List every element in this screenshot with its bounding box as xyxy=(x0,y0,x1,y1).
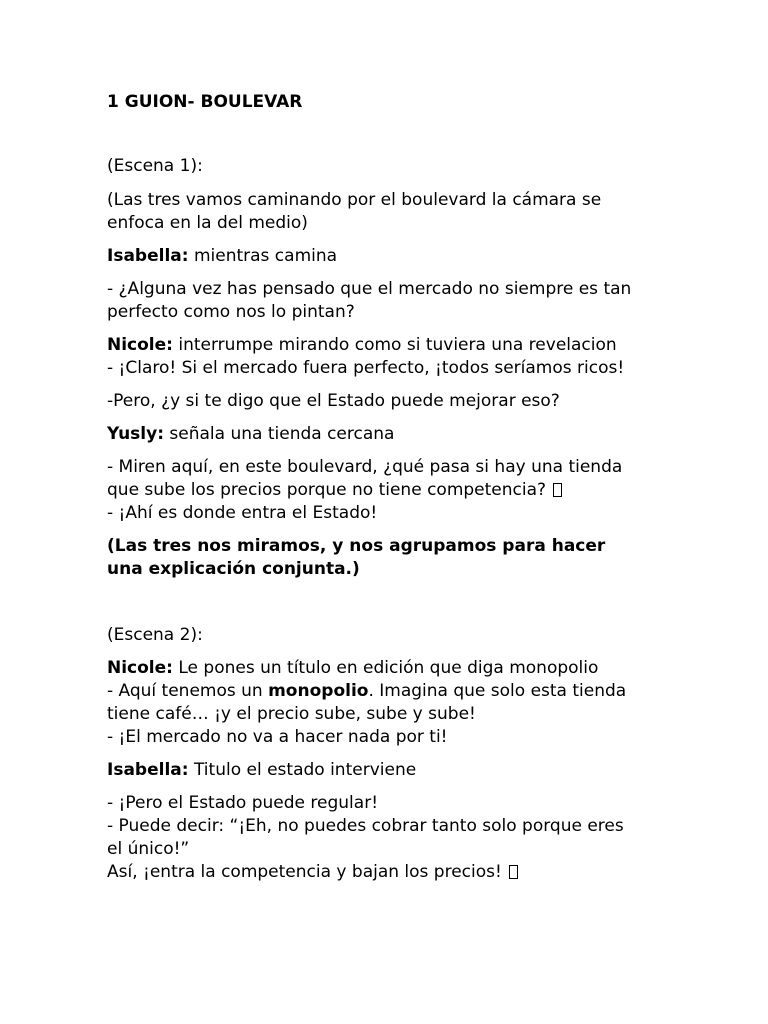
scene1-closing-direction: (Las tres nos miramos, y nos agrupamos para hacer una explicación conjunta.) xyxy=(107,536,606,579)
speaker-action: mientras camina xyxy=(188,246,338,266)
speaker-name: Isabella: xyxy=(107,246,189,266)
nicole-cue-1 xyxy=(107,334,667,380)
nicole-dialogue-3: - Aquí tenemos un monopolio. Imagina que solo esta tienda xyxy=(107,681,627,701)
speaker-name: Isabella: xyxy=(107,760,189,780)
nicole-dialogue-1: - ¡Claro! Si el mercado fuera perfecto, ¡todos seríamos ricos! xyxy=(107,358,625,378)
isabella-dialogue-1: - ¿Alguna vez has pensado que el mercado no siempre es tan perfecto como nos lo pintan? xyxy=(107,279,632,322)
nicole-cue-2: Nicole: Le pones un título en edición que diga monopolio - Aquí tenemos un monopolio. Imagina que solo esta tienda tiene café… ¡y el precio sube, sube y sube! - ¡El mercado no va a hacer nada por ti! xyxy=(107,657,667,749)
isabella-cue-2 xyxy=(107,759,667,782)
nicole-dialogue-2: -Pero, ¿y si te digo que el Estado puede mejorar eso? xyxy=(107,391,560,411)
isabella-dialogue-2: - ¡Pero el Estado puede regular! - Puede decir: “¡Eh, no puedes cobrar tanto solo porque eres el único!” Así, ¡entra la competencia y bajan los precios! xyxy=(107,793,624,882)
missing-glyph-icon xyxy=(509,865,518,879)
isabella-cue-1 xyxy=(107,245,667,268)
yusly-cue xyxy=(107,423,667,446)
speaker-name: Yusly: xyxy=(107,424,165,444)
speaker-action: señala una tienda cercana xyxy=(164,424,395,444)
scene1-heading: (Escena 1): xyxy=(107,156,203,176)
scene2-heading: (Escena 2): xyxy=(107,625,203,645)
speaker-action: Le pones un título en edición que diga monopolio xyxy=(172,658,599,678)
speaker-action: interrumpe mirando como si tuviera una revelacion xyxy=(172,335,617,355)
speaker-action: Titulo el estado interviene xyxy=(188,760,417,780)
document-title: 1 GUION- BOULEVAR xyxy=(107,92,303,112)
speaker-name: Nicole: xyxy=(107,335,173,355)
yusly-dialogue: - Miren aquí, en este boulevard, ¿qué pasa si hay una tienda que sube los precios porque no tiene competencia? - ¡Ahí es donde entra el Estado! xyxy=(107,457,623,523)
missing-glyph-icon xyxy=(553,483,562,497)
scene1-stage-direction: (Las tres vamos caminando por el boulevard la cámara se enfoca en la del medio) xyxy=(107,190,602,233)
speaker-name: Nicole: xyxy=(107,658,173,678)
